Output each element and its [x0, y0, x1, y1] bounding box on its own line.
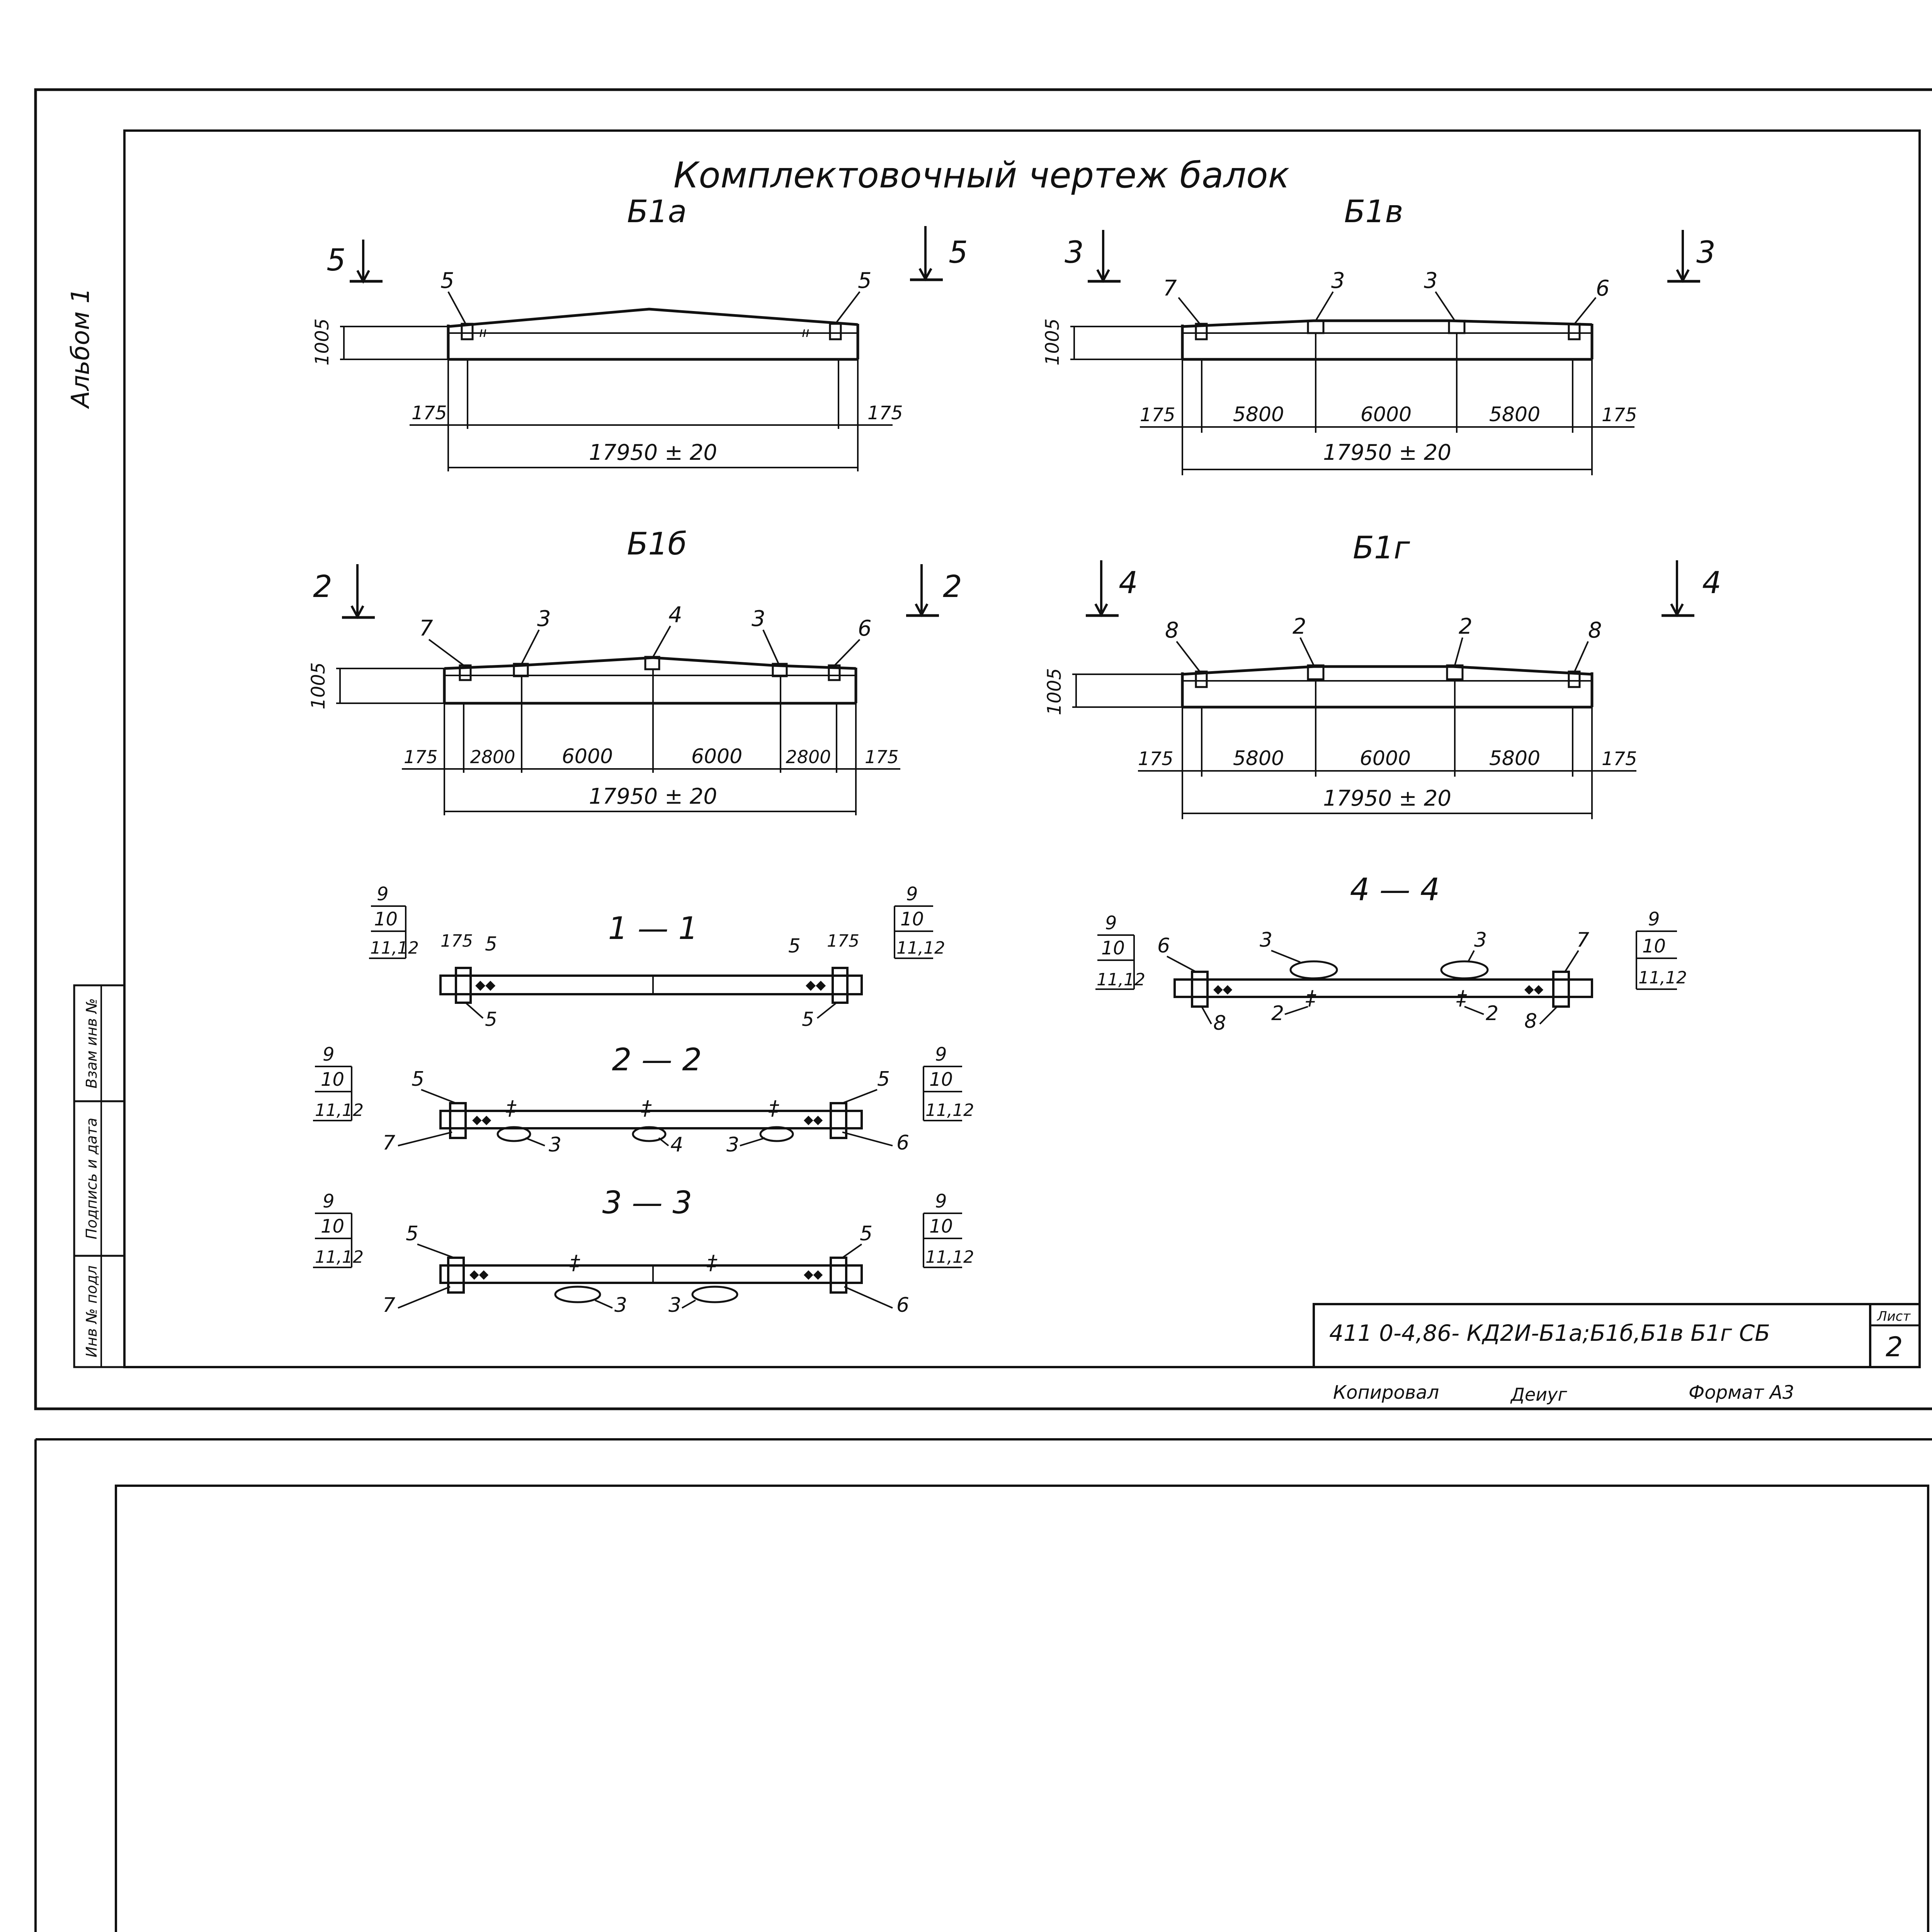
- svg-text:◆◆: ◆◆: [472, 1112, 492, 1127]
- end-dim: 175: [1602, 404, 1637, 426]
- segment-dim: 5800: [1233, 747, 1284, 770]
- callout: 2: [1459, 614, 1473, 639]
- stack-label: 10: [1642, 935, 1666, 957]
- total-length: 17950 ± 20: [589, 440, 717, 465]
- end-dim: 175: [404, 747, 438, 767]
- stack-label: 10: [321, 1216, 345, 1237]
- callout: 5: [788, 935, 801, 957]
- svg-text:‡: ‡: [641, 1097, 651, 1120]
- svg-text:‡: ‡: [1306, 986, 1316, 1010]
- svg-text:‡: ‡: [1457, 986, 1467, 1010]
- beam-name: Б1г: [1353, 530, 1410, 566]
- cut-mark-label: 5: [949, 235, 968, 270]
- callout: 8: [1165, 618, 1179, 643]
- svg-text:᠋ıı: ᠋ıı: [479, 325, 487, 340]
- callout: 5: [485, 933, 497, 955]
- end-dim: 175: [412, 402, 447, 424]
- stack-label: 10: [1101, 937, 1125, 959]
- segment-dim: 5800: [1489, 747, 1541, 770]
- segment-dim: 2800: [786, 747, 831, 767]
- cut-mark-label: 4: [1702, 566, 1721, 600]
- album-label: Альбом 1: [66, 287, 95, 408]
- section-name: 4 — 4: [1350, 872, 1440, 908]
- callout: 8: [1213, 1012, 1226, 1035]
- section-1-1: [369, 883, 945, 1031]
- segment-dim: 5800: [1233, 403, 1284, 426]
- callout: 3: [1474, 929, 1487, 952]
- stack-label: 11,12: [315, 1100, 364, 1120]
- callout: 7: [383, 1294, 396, 1317]
- callout: 5: [802, 1008, 814, 1031]
- end-dim: 175: [1140, 404, 1175, 426]
- height-dim: 1005: [1042, 318, 1063, 366]
- cut-mark-label: 2: [943, 570, 962, 604]
- callout: 5: [485, 1008, 497, 1031]
- callout: 5: [858, 268, 872, 293]
- svg-text:◆◆: ◆◆: [475, 977, 496, 993]
- beam-name: Б1а: [627, 194, 687, 230]
- upper-frame: [36, 90, 1932, 1409]
- svg-text:◆◆: ◆◆: [804, 1267, 823, 1281]
- beam-b1v: [1042, 194, 1716, 475]
- svg-text:◆◆: ◆◆: [804, 1112, 823, 1127]
- callout: 3: [1424, 268, 1438, 293]
- callout: 6: [896, 1131, 910, 1155]
- beam-name: Б1в: [1344, 194, 1403, 230]
- callout: 4: [668, 602, 682, 628]
- beam-b1a: [311, 194, 968, 471]
- callout: 7: [1163, 276, 1177, 301]
- svg-text:◆◆: ◆◆: [469, 1267, 489, 1281]
- stack-label: 9: [906, 883, 918, 905]
- height-dim: 1005: [308, 662, 329, 710]
- segment-dim: 2800: [470, 747, 515, 767]
- callout: 2: [1486, 1002, 1499, 1025]
- callout: 8: [1588, 618, 1602, 643]
- stack-label: 9: [1105, 912, 1117, 934]
- total-length: 17950 ± 20: [589, 784, 717, 809]
- callout: 7: [1577, 929, 1590, 952]
- svg-text:◆◆: ◆◆: [806, 977, 826, 993]
- cut-mark-label: 3: [1696, 235, 1716, 270]
- svg-text:◆◆: ◆◆: [1213, 981, 1233, 996]
- callout: 5: [412, 1068, 425, 1091]
- callout: 7: [419, 616, 433, 641]
- section-name: 2 — 2: [612, 1042, 702, 1078]
- sheet-number: 2: [1886, 1331, 1903, 1363]
- callout: 3: [726, 1133, 740, 1156]
- callout: 5: [440, 268, 454, 293]
- end-dim: 175: [1138, 748, 1173, 770]
- drawing-title: Комплектовочный чертеж балок: [673, 155, 1290, 196]
- callout: 6: [896, 1294, 910, 1317]
- side-label-original-inv: Инв № подл: [83, 1265, 100, 1358]
- section-4-4: [1095, 872, 1687, 1035]
- beam-b1b: [308, 526, 962, 815]
- cut-mark-label: 2: [313, 570, 332, 604]
- stack-label: 11,12: [896, 938, 945, 958]
- total-length: 17950 ± 20: [1323, 786, 1451, 811]
- svg-text:ıı: ıı: [802, 325, 810, 340]
- stack-label: 9: [377, 883, 389, 905]
- segment-dim: 6000: [561, 745, 613, 768]
- copied-by-label: Копировал: [1333, 1382, 1439, 1403]
- callout: 3: [614, 1294, 628, 1317]
- stack-label: 10: [321, 1069, 345, 1090]
- segment-dim: 6000: [691, 745, 743, 768]
- lower-frame: [36, 1439, 1932, 1932]
- callout: 5: [406, 1222, 419, 1245]
- callout: 2: [1271, 1002, 1284, 1025]
- stack-label: 11,12: [925, 1247, 974, 1267]
- stack-label: 10: [900, 908, 924, 930]
- segment-dim: 6000: [1359, 747, 1411, 770]
- stack-label: 11,12: [925, 1100, 974, 1120]
- callout: 3: [537, 606, 551, 631]
- callout: 4: [670, 1133, 684, 1156]
- segment-dim: 6000: [1360, 403, 1412, 426]
- end-dim: 175: [865, 747, 899, 767]
- stack-label: 10: [929, 1069, 953, 1090]
- section-name: 1 — 1: [608, 910, 698, 946]
- copied-by-signature: Деиуг: [1511, 1384, 1567, 1405]
- total-length: 17950 ± 20: [1323, 440, 1451, 465]
- format-label: Формат А3: [1689, 1382, 1794, 1403]
- callout: 3: [1331, 268, 1345, 293]
- callout: 3: [668, 1294, 682, 1317]
- svg-text:‡: ‡: [506, 1097, 516, 1120]
- stack-label: 9: [323, 1044, 335, 1065]
- callout: 6: [1157, 934, 1170, 957]
- section-2-2: [313, 1042, 974, 1156]
- beam-name: Б1б: [627, 526, 687, 562]
- dim-label: 175: [827, 931, 859, 951]
- svg-text:‡: ‡: [707, 1251, 717, 1274]
- sheet-label: Лист: [1877, 1309, 1911, 1324]
- beam-b1g: [1044, 530, 1721, 819]
- stack-label: 11,12: [1097, 970, 1145, 990]
- callout: 7: [383, 1131, 396, 1155]
- side-label-replaced-inv: Взам инв №: [83, 998, 100, 1088]
- stack-label: 9: [935, 1044, 947, 1065]
- section-name: 3 — 3: [602, 1185, 692, 1221]
- callout: 5: [860, 1222, 873, 1245]
- dim-label: 175: [440, 931, 473, 951]
- section-3-3: [313, 1185, 974, 1317]
- svg-text:◆◆: ◆◆: [1524, 981, 1544, 996]
- stack-label: 9: [935, 1190, 947, 1212]
- callout: 3: [1260, 929, 1273, 952]
- stack-label: 11,12: [1638, 968, 1687, 988]
- callout: 3: [549, 1133, 562, 1156]
- segment-dim: 5800: [1489, 403, 1541, 426]
- stack-label: 10: [929, 1216, 953, 1237]
- stack-label: 9: [323, 1190, 335, 1212]
- height-dim: 1005: [311, 318, 333, 366]
- cut-mark-label: 5: [327, 243, 346, 278]
- callout: 8: [1524, 1010, 1537, 1033]
- stack-label: 11,12: [370, 938, 419, 958]
- cut-mark-label: 3: [1065, 235, 1084, 270]
- callout: 2: [1293, 614, 1306, 639]
- stack-label: 11,12: [315, 1247, 364, 1267]
- stack-label: 10: [374, 908, 398, 930]
- stack-label: 9: [1648, 908, 1660, 930]
- side-label-signature-date: Подпись и дата: [83, 1117, 100, 1240]
- stamp-designation: 411 0-4,86- КД2И-Б1а;Б1б,Б1в Б1г СБ: [1329, 1320, 1770, 1346]
- cut-mark-label: 4: [1119, 566, 1138, 600]
- end-dim: 175: [1602, 748, 1637, 770]
- callout: 3: [752, 606, 765, 631]
- callout: 5: [877, 1068, 890, 1091]
- callout: 6: [1596, 276, 1610, 301]
- svg-text:‡: ‡: [570, 1251, 580, 1274]
- svg-text:‡: ‡: [769, 1097, 779, 1120]
- end-dim: 175: [867, 402, 903, 424]
- callout: 6: [858, 616, 872, 641]
- height-dim: 1005: [1044, 668, 1065, 716]
- title-block: [1314, 1304, 1920, 1367]
